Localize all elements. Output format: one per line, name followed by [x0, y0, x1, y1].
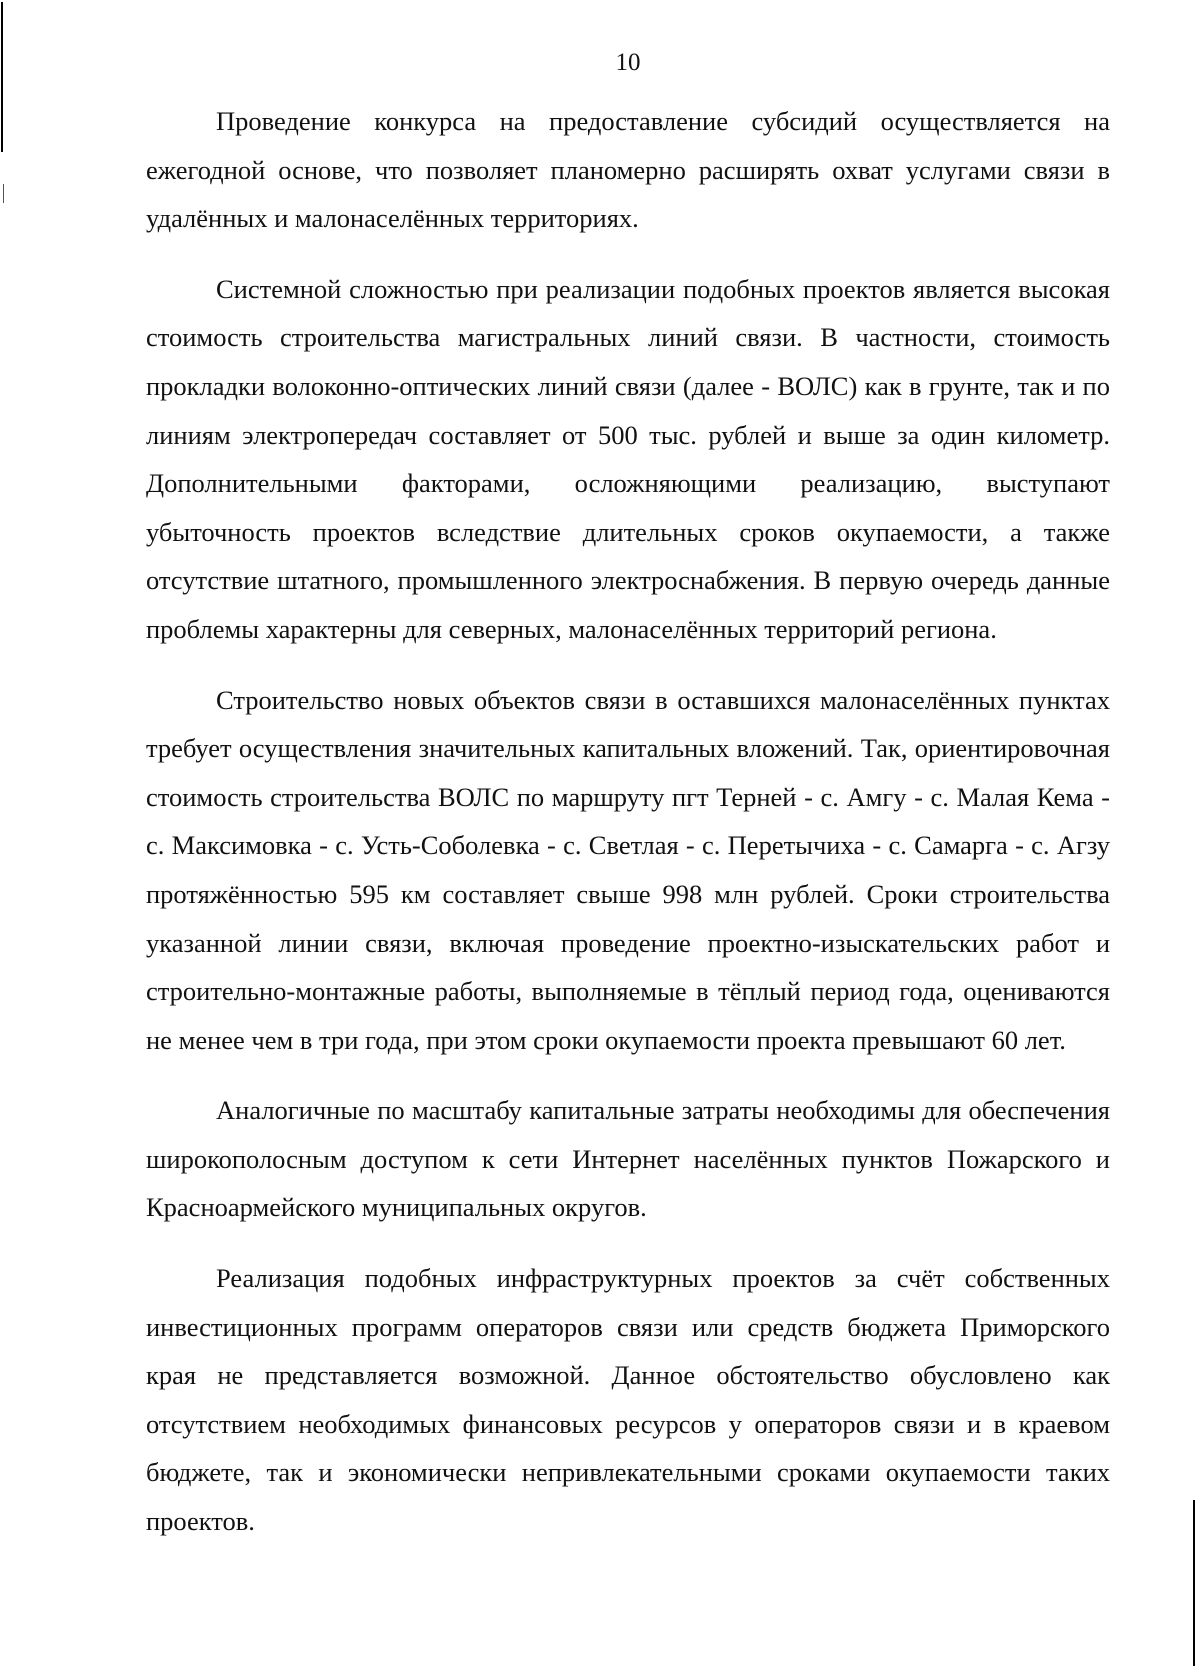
scan-edge-mark [1193, 1500, 1195, 1666]
paragraph: Системной сложностью при реализации подобных проектов является высокая стоимость строительства магистральных линий связи. В частности, стоимость прокладки волоконно-оптических линий связи (далее - ВОЛС) как в грунте, так и по линиям электропередач составляет от 500 тыс. рублей и выше за один километр. Дополнительными факторами, осложняющими реализацию, выступают убыточность проектов вследствие длительных сроков окупаемости, а также отсутствие штатного, промышленного электроснабжения. В первую очередь данные проблемы характерны для северных, малонаселённых территорий региона. [146, 273, 1110, 644]
scan-edge-mark [3, 184, 4, 203]
paragraph: Строительство новых объектов связи в оставшихся малонаселённых пунктах требует осуществления значительных капитальных вложений. Так, ориентировочная стоимость строительства ВОЛС по маршруту пгт Терней - с. Амгу - с. Малая Кема - с. Максимовка - с. Усть-Соболевка - с. Светлая - с. Перетычиха - с. Самарга - с. Агзу протяжённостью 595 км составляет свыше 998 млн рублей. Сроки строительства указанной линии связи, включая проведение проектно-изыскательских работ и строительно-монтажные работы, выполняемые в тёплый период года, оцениваются не менее чем в три года, при этом сроки окупаемости проекта превышают 60 лет. [146, 684, 1110, 1055]
paragraph: Аналогичные по масштабу капитальные затраты необходимы для обеспечения широкополосным доступом к сети Интернет населённых пунктов Пожарского и Красноармейского муниципальных округов. [146, 1095, 1110, 1223]
paragraph: Реализация подобных инфраструктурных проектов за счёт собственных инвестиционных программ операторов связи или средств бюджета Приморского края не представляется возможной. Данное обстоятельство обусловлено как отсутствием необходимых финансовых ресурсов у операторов связи и в краевом бюджете, так и экономически непривлекательными сроками окупаемости таких проектов. [146, 1263, 1110, 1537]
body-text [146, 97, 1110, 1546]
paragraph: Проведение конкурса на предоставление субсидий осуществляется на ежегодной основе, что позволяет планомерно расширять охват услугами связи в удалённых и малонаселённых территориях. [146, 106, 1110, 234]
page-number: 10 [615, 49, 641, 76]
